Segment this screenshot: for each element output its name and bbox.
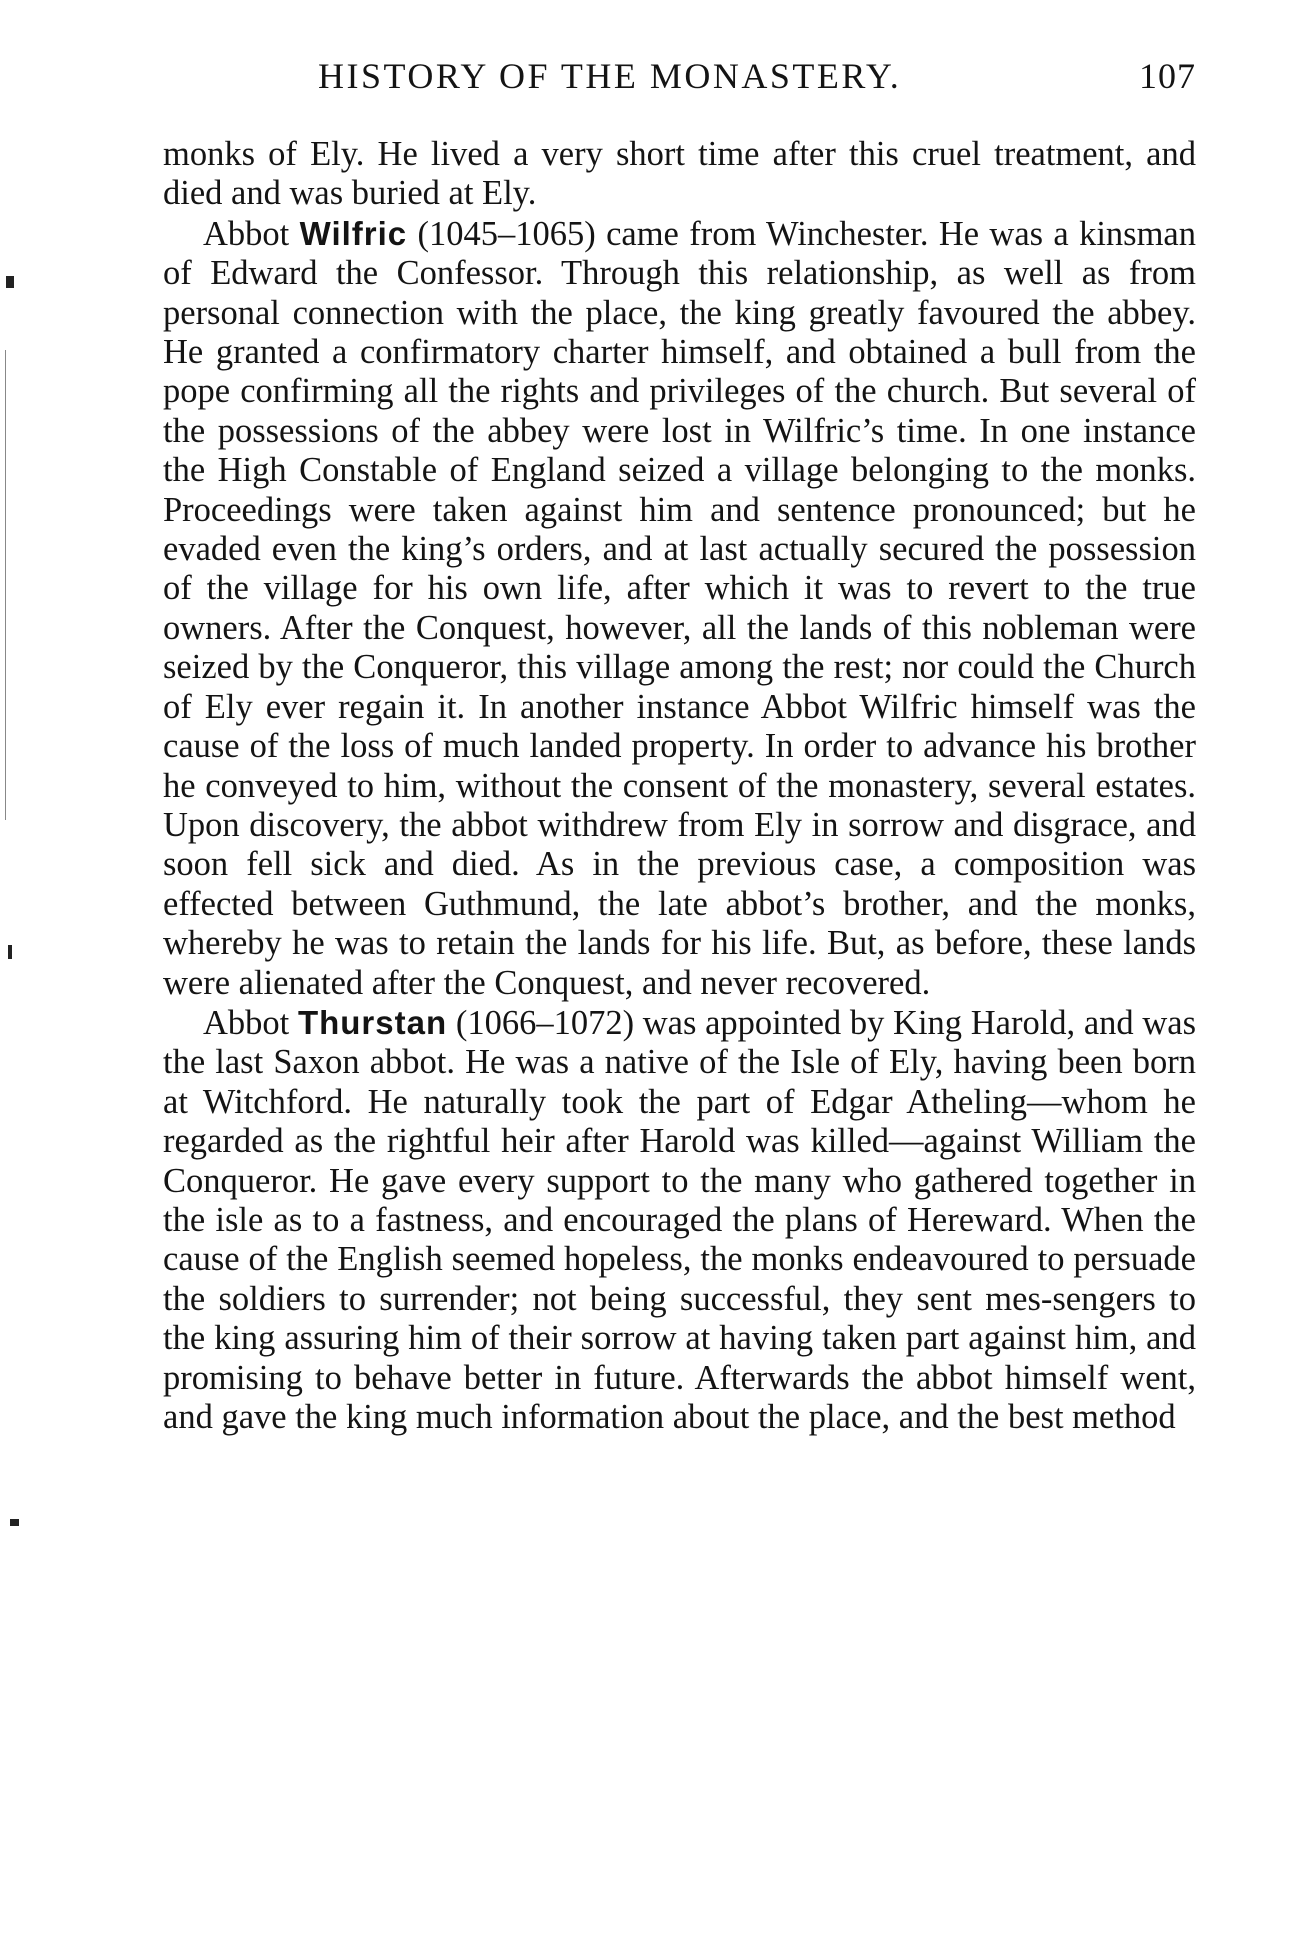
- scan-speck: [8, 945, 12, 959]
- body-text: [163, 135, 1196, 1437]
- paragraph-text: (1045–1065) came from Winchester. He was a kinsman of Edward the Confessor. Through this relationship, as well as from personal connection with the place, the king greatly favoured the abbey. He granted a confirmatory charter himself, and obtained a bull from the pope confirming all the rights and privileges of the church. But several of the possessions of the abbey were lost in Wilfric’s time. In one instance the High Constable of England seized a village belonging to the monks. Proceedings were taken against him and sentence pronounced; but he evaded even the king’s orders, and at last actually secured the possession of the village for his own life, after which it was to revert to the true owners. After the Conquest, however, all the lands of this nobleman were seized by the Conqueror, this village among the rest; nor could the Church of Ely ever regain it. In another instance Abbot Wilfric himself was the cause of the loss of much landed property. In order to advance his brother he conveyed to him, without the consent of the monastery, several estates. Upon discovery, the abbot withdrew from Ely in sorrow and disgrace, and soon fell sick and died. As in the previous case, a composition was effected between Guthmund, the late abbot’s brother, and the monks, whereby he was to retain the lands for his life. But, as before, these lands were alienated after the Conquest, and never recovered.: [163, 214, 1196, 1002]
- scan-edge-line: [5, 350, 6, 820]
- scan-speck: [10, 1519, 19, 1526]
- paragraph-wilfric: [163, 214, 1196, 1003]
- page-header: [163, 48, 1196, 108]
- paragraph-intro: Abbot: [203, 1003, 290, 1042]
- scan-speck: [6, 276, 14, 288]
- paragraph-intro: Abbot: [203, 214, 290, 253]
- abbot-name-wilfric: Wilfric: [299, 214, 408, 252]
- paragraph-thurstan: [163, 1003, 1196, 1437]
- page-number: 107: [1139, 56, 1196, 96]
- abbot-name-thurstan: Thurstan: [297, 1003, 448, 1041]
- running-title: HISTORY OF THE MONASTERY.: [318, 56, 902, 96]
- paragraph-continuation: monks of Ely. He lived a very short time after this cruel treatment, and died and was buried at Ely.: [163, 135, 1196, 213]
- paragraph-text: (1066–1072) was appointed by King Harold, and was the last Saxon abbot. He was a native of the Isle of Ely, having been born at Witchford. He naturally took the part of Edgar Atheling—whom he regarded as the rightful heir after Harold was killed—against William the Conqueror. He gave every support to the many who gathered together in the isle as to a fastness, and encouraged the plans of Hereward. When the cause of the English seemed hopeless, the monks endeavoured to persuade the soldiers to surrender; not being successful, they sent mes-sengers to the king assuring him of their sorrow at having taken part against him, and promising to behave better in future. Afterwards the abbot himself went, and gave the king much information about the place, and the best method: [163, 1003, 1197, 1436]
